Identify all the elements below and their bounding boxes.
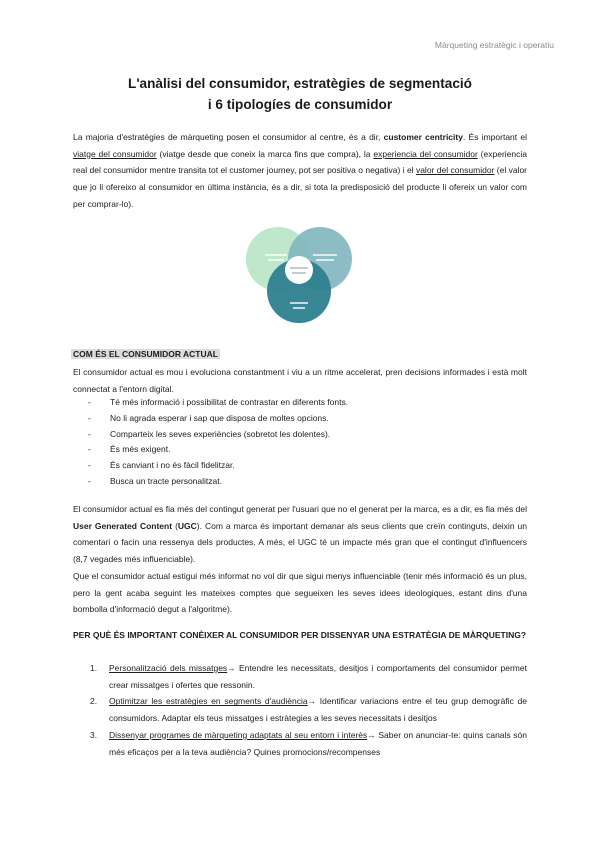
influence-paragraph: Que el consumidor actual estigui més informat no vol dir que sigui menys influenciable (tenir més informació és un plus, pero la gent acaba seguint les mateixes comptes que segueixen les seves idees ideologiques, estant dins d'una bombolla d'informació degut a l'algoritme).	[73, 571, 527, 615]
list-item: - És canviant i no és fàcil fidelitzar.	[88, 460, 235, 471]
list-item: 2. Optimitzar les estratègies en segments d'audiència→ Identificar variacions entre el teu grup demogràfic de consumidors. Adaptar els teus missatges i estràtegies a les seves necessitats i desitjos	[90, 696, 527, 724]
experiencia-link: experiencia del consumidor	[373, 148, 478, 159]
section-heading-consumidor-actual: COM ÉS EL CONSUMIDOR ACTUAL	[73, 349, 218, 359]
list-item: - No li agrada esperar i sap que disposa de moltes opcions.	[88, 412, 329, 423]
valor-link: valor del consumidor	[415, 165, 495, 176]
running-header: Màrqueting estratègic i operatiu	[434, 40, 554, 50]
consumer-venn-diagram	[238, 222, 360, 326]
customer-centricity-term: customer centricity	[383, 132, 463, 142]
list-item: - És més exigent.	[88, 444, 171, 455]
list-item: - Té més informació i possibilitat de contrastar en diferents fonts.	[88, 397, 349, 407]
ugc-paragraph: El consumidor actual es fia més del contingut generat per l'usuari que no el generat per la marca, es a dir, es fia més del User Generated Content (UGC). Com a marca és important demanar als seus clients que creïn continguts, deixin un comentari o facin una ressenya dels productes. A més, el UGC té un impacte més gran que el contingut d'influencers (8,7 vegades més influenciable).	[73, 504, 528, 565]
list-item: - Comparteix les seves experiències (sobretot les dolentes).	[88, 428, 331, 439]
reasons-list	[90, 660, 527, 760]
venn-center	[285, 256, 313, 284]
title-line-1: L'anàlisi del consumidor, estratègies de segmentació	[128, 76, 472, 91]
viatge-link: viatge del consumidor	[73, 148, 157, 159]
title-line-2: i 6 tipologíes de consumidor	[207, 97, 393, 112]
section1-intro: El consumidor actual es mou i evoluciona constantment i viu a un ritme accelerat, pren decisions informades i està molt connectat a l'entorn digital.	[73, 367, 527, 394]
ugc-term: User Generated Content	[73, 520, 173, 531]
list-item: 3. Dissenyar programes de màrqueting adaptats al seu entorn i interès→ Saber on anunciar-te: quins canals són més eficaços per a la teva audiència? Quines promocions/recompenses	[90, 729, 527, 757]
section-heading-per-que: PER QUÈ ÉS IMPORTANT CONÈIXER AL CONSUMIDOR PER DISSENYAR UNA ESTRATÈGIA DE MÀRQUETING?	[73, 630, 527, 640]
intro-paragraph: La majoria d'estratègies de màrqueting posen el consumidor al centre, és a dir, customer centricity. És important el viatge del consumidor (viatge desde que coneix la marca fins que compra), la experiencia del consumidor (experiencia real del consumidor mentre transita tot el customer journey, pot ser positiva o negativa) i el valor del consumidor (el valor que jo li ofereixo al consumidor en última instància, és a dir, si tota la predisposició del producte li ofereix un valor com per comprar-lo).	[73, 132, 528, 209]
list-item: - Busca un tracte personalitzat.	[88, 475, 222, 486]
consumer-traits-list	[88, 395, 348, 490]
list-item: 1. Personalització dels missatges→ Entendre les necessitats, desitjos i comportaments del consumidor permet crear missatges i ofertes que ressonin.	[90, 663, 527, 690]
